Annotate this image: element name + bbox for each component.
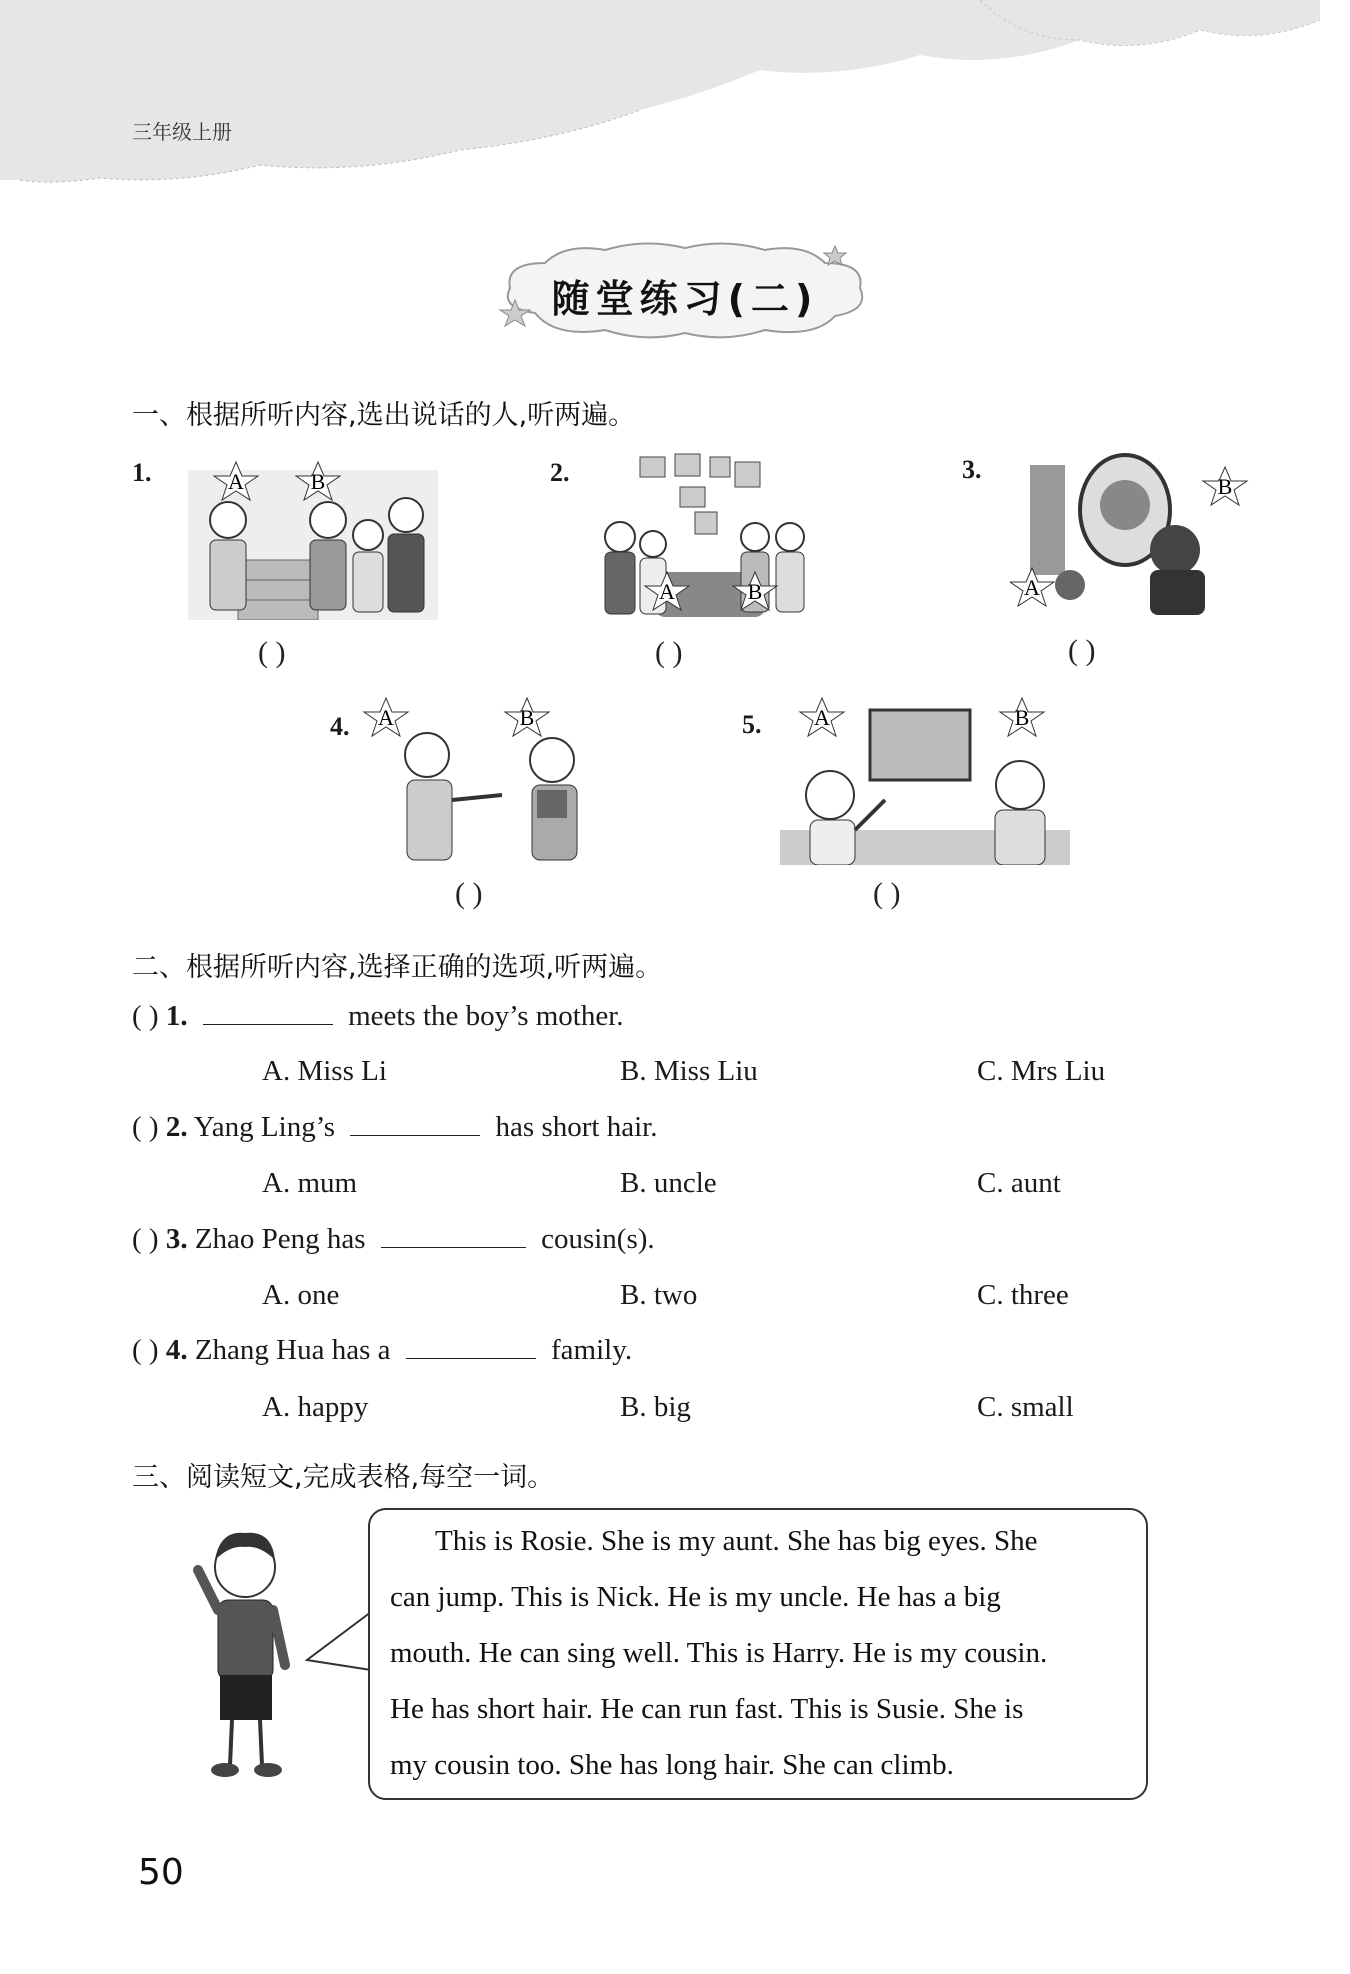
s1-item1-number: 1. bbox=[132, 458, 152, 487]
passage-line-5: my cousin too. She has long hair. She can climb. bbox=[390, 1749, 954, 1781]
s1-item1-label-b: B bbox=[310, 469, 326, 494]
s2-q4-pre: Zhang Hua has a bbox=[194, 1334, 391, 1366]
s1-item3-number: 3. bbox=[962, 455, 982, 484]
passage-line-1: This is Rosie. She is my aunt. She has big eyes. She bbox=[435, 1525, 1038, 1557]
s2-q1-answer-paren[interactable]: ( ) bbox=[132, 1000, 159, 1032]
s2-q3-pre: Zhao Peng has bbox=[194, 1223, 366, 1255]
s2-question4 bbox=[132, 1334, 632, 1367]
s1-item5-label-a: A bbox=[814, 705, 830, 730]
s2-q1-option-c[interactable]: C. Mrs Liu bbox=[977, 1055, 1106, 1087]
section3-heading: 三、阅读短文,完成表格,每空一词。 bbox=[132, 1462, 555, 1493]
s1-item2-label-a: A bbox=[659, 579, 675, 604]
s2-q2-answer-paren[interactable]: ( ) bbox=[132, 1111, 159, 1143]
s2-q3-option-b[interactable]: B. two bbox=[620, 1279, 698, 1311]
boy-speaker-illustration bbox=[190, 1525, 300, 1780]
s2-q4-option-a[interactable]: A. happy bbox=[262, 1391, 369, 1423]
s2-q3-blank[interactable] bbox=[381, 1224, 526, 1248]
s1-item5-picture bbox=[780, 690, 1070, 865]
s2-q4-option-c[interactable]: C. small bbox=[977, 1391, 1074, 1423]
page-number: 50 bbox=[138, 1852, 184, 1893]
speech-bubble-tail bbox=[305, 1610, 373, 1690]
passage-line-3: mouth. He can sing well. This is Harry. He is my cousin. bbox=[390, 1637, 1048, 1669]
s2-question3 bbox=[132, 1223, 655, 1256]
s1-item1-answer-paren[interactable]: ( ) bbox=[258, 636, 286, 669]
s2-question2 bbox=[132, 1111, 657, 1144]
s1-item4-picture bbox=[362, 690, 612, 865]
s1-item2-number: 2. bbox=[550, 458, 570, 487]
s2-q1-option-b[interactable]: B. Miss Liu bbox=[620, 1055, 758, 1087]
s2-q2-post: has short hair. bbox=[495, 1111, 658, 1143]
grade-label: 三年级上册 bbox=[132, 120, 232, 144]
s1-item5-label-b: B bbox=[1014, 705, 1030, 730]
s2-q3-option-a[interactable]: A. one bbox=[262, 1279, 340, 1311]
s2-q3-number: 3. bbox=[165, 1223, 188, 1255]
s1-item4-label-a: A bbox=[378, 705, 394, 730]
s1-item3-answer-paren[interactable]: ( ) bbox=[1068, 634, 1096, 667]
s1-item2-answer-paren[interactable]: ( ) bbox=[655, 636, 683, 669]
s2-q1-blank[interactable] bbox=[203, 1001, 333, 1025]
s2-q2-option-c[interactable]: C. aunt bbox=[977, 1167, 1061, 1199]
section2-heading: 二、根据所听内容,选择正确的选项,听两遍。 bbox=[132, 952, 663, 983]
passage-line-2: can jump. This is Nick. He is my uncle. He has a big bbox=[390, 1581, 1001, 1613]
s2-q4-blank[interactable] bbox=[406, 1335, 536, 1359]
s2-q2-option-b[interactable]: B. uncle bbox=[620, 1167, 717, 1199]
s1-item3-picture bbox=[1010, 445, 1250, 620]
s1-item2-picture bbox=[595, 452, 820, 622]
s1-item2-label-b: B bbox=[747, 579, 763, 604]
s1-item5-number: 5. bbox=[742, 710, 762, 739]
s2-q3-option-c[interactable]: C. three bbox=[977, 1279, 1069, 1311]
s1-item4-answer-paren[interactable]: ( ) bbox=[455, 877, 483, 910]
cloud-header-decoration bbox=[0, 0, 1350, 200]
s2-question1 bbox=[132, 1000, 624, 1033]
s1-item3-label-a: A bbox=[1024, 575, 1040, 600]
s1-item4-label-b: B bbox=[519, 705, 535, 730]
s2-q4-option-b[interactable]: B. big bbox=[620, 1391, 691, 1423]
s1-item3-label-b: B bbox=[1217, 474, 1233, 499]
s2-q2-number: 2. bbox=[165, 1111, 188, 1143]
s1-item1-label-a: A bbox=[228, 469, 244, 494]
s2-q3-post: cousin(s). bbox=[541, 1223, 655, 1255]
s2-q1-option-a[interactable]: A. Miss Li bbox=[262, 1055, 387, 1087]
s2-q1-post: meets the boy’s mother. bbox=[348, 1000, 624, 1032]
s2-q1-number: 1. bbox=[165, 1000, 188, 1032]
page-title: 随堂练习(二) bbox=[551, 277, 819, 321]
s1-item1-picture bbox=[188, 460, 438, 620]
s2-q2-blank[interactable] bbox=[350, 1112, 480, 1136]
s2-q2-pre: Yang Ling’s bbox=[193, 1111, 336, 1143]
s1-item5-answer-paren[interactable]: ( ) bbox=[873, 877, 901, 910]
section1-heading: 一、根据所听内容,选出说话的人,听两遍。 bbox=[132, 400, 636, 431]
s2-q4-post: family. bbox=[551, 1334, 633, 1366]
s2-q4-number: 4. bbox=[165, 1334, 188, 1366]
s2-q4-answer-paren[interactable]: ( ) bbox=[132, 1334, 159, 1366]
s2-q2-option-a[interactable]: A. mum bbox=[262, 1167, 358, 1199]
s1-item4-number: 4. bbox=[330, 712, 350, 741]
s2-q3-answer-paren[interactable]: ( ) bbox=[132, 1223, 159, 1255]
passage-line-4: He has short hair. He can run fast. This is Susie. She is bbox=[390, 1693, 1024, 1725]
